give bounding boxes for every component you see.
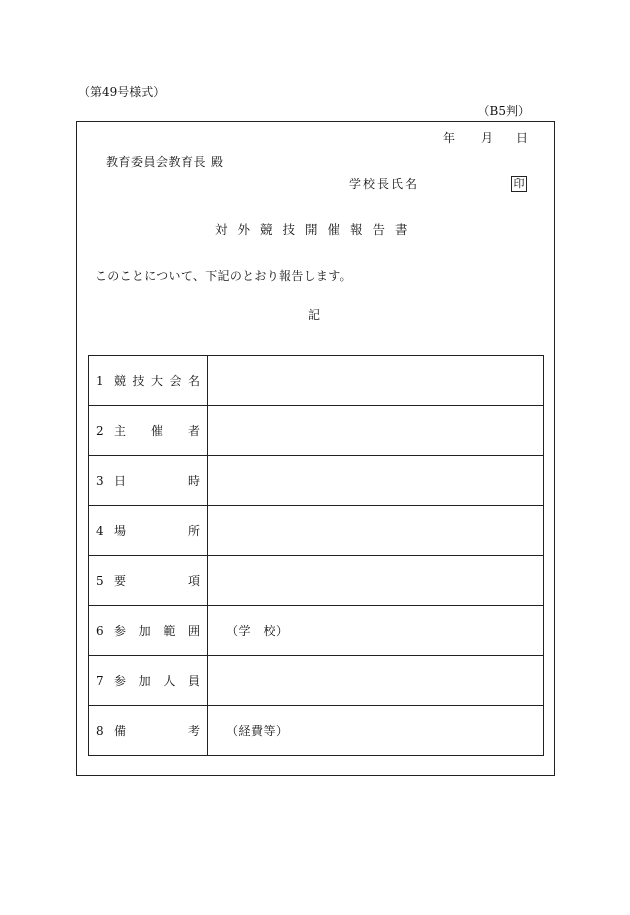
row-value-cell[interactable] bbox=[208, 556, 544, 606]
seal-mark: 印 bbox=[511, 176, 527, 192]
row-number: 3 bbox=[96, 473, 104, 488]
row-label-cell bbox=[89, 656, 208, 706]
table-row bbox=[89, 606, 544, 656]
row-label-cell bbox=[89, 356, 208, 406]
table-row bbox=[89, 356, 544, 406]
row-value: （学 校） bbox=[226, 624, 289, 638]
row-label-cell bbox=[89, 506, 208, 556]
row-label-cell bbox=[89, 406, 208, 456]
row-value-cell[interactable] bbox=[208, 456, 544, 506]
row-label: 参 加 範 囲 bbox=[114, 624, 200, 638]
principal-name-label: 学校長氏名 bbox=[349, 177, 420, 191]
row-label: 主 催 者 bbox=[114, 424, 200, 438]
addressee: 教育委員会教育長 bbox=[106, 155, 207, 169]
row-value-cell[interactable] bbox=[208, 506, 544, 556]
table-row bbox=[89, 506, 544, 556]
row-number: 4 bbox=[96, 523, 104, 538]
table-row bbox=[89, 456, 544, 506]
row-label-cell bbox=[89, 606, 208, 656]
row-label-cell bbox=[89, 556, 208, 606]
intro-text: このことについて、下記のとおり報告します。 bbox=[95, 269, 352, 283]
row-number: 1 bbox=[96, 373, 104, 388]
row-label-cell bbox=[89, 456, 208, 506]
row-value-cell[interactable] bbox=[208, 656, 544, 706]
row-label: 備 考 bbox=[114, 724, 200, 738]
row-label: 場 所 bbox=[114, 524, 200, 538]
row-value-cell[interactable] bbox=[208, 706, 544, 756]
paper-size: （B5判） bbox=[477, 104, 530, 118]
row-number: 5 bbox=[96, 573, 104, 588]
row-label: 競 技 大 会 名 bbox=[114, 374, 200, 388]
table-row bbox=[89, 556, 544, 606]
table-row bbox=[89, 406, 544, 456]
date-day-label: 日 bbox=[516, 131, 529, 145]
row-number: 7 bbox=[96, 673, 104, 688]
date-year-label: 年 bbox=[443, 131, 456, 145]
report-table bbox=[88, 355, 544, 756]
row-label: 参 加 人 員 bbox=[114, 674, 200, 688]
table-row bbox=[89, 656, 544, 706]
row-value: （経費等） bbox=[226, 724, 289, 738]
row-number: 6 bbox=[96, 623, 104, 638]
addressee-honorific: 殿 bbox=[211, 155, 224, 169]
row-label: 日 時 bbox=[114, 474, 200, 488]
row-number: 2 bbox=[96, 423, 104, 438]
date-month-label: 月 bbox=[481, 131, 494, 145]
ki-heading: 記 bbox=[308, 308, 321, 322]
row-value-cell[interactable] bbox=[208, 406, 544, 456]
row-number: 8 bbox=[96, 723, 104, 738]
row-value-cell[interactable] bbox=[208, 606, 544, 656]
row-value-cell[interactable] bbox=[208, 356, 544, 406]
row-label: 要 項 bbox=[114, 574, 200, 588]
table-row bbox=[89, 706, 544, 756]
row-label-cell bbox=[89, 706, 208, 756]
form-number: （第49号様式） bbox=[78, 85, 166, 99]
document-title: 対外競技開催報告書 bbox=[215, 222, 418, 237]
